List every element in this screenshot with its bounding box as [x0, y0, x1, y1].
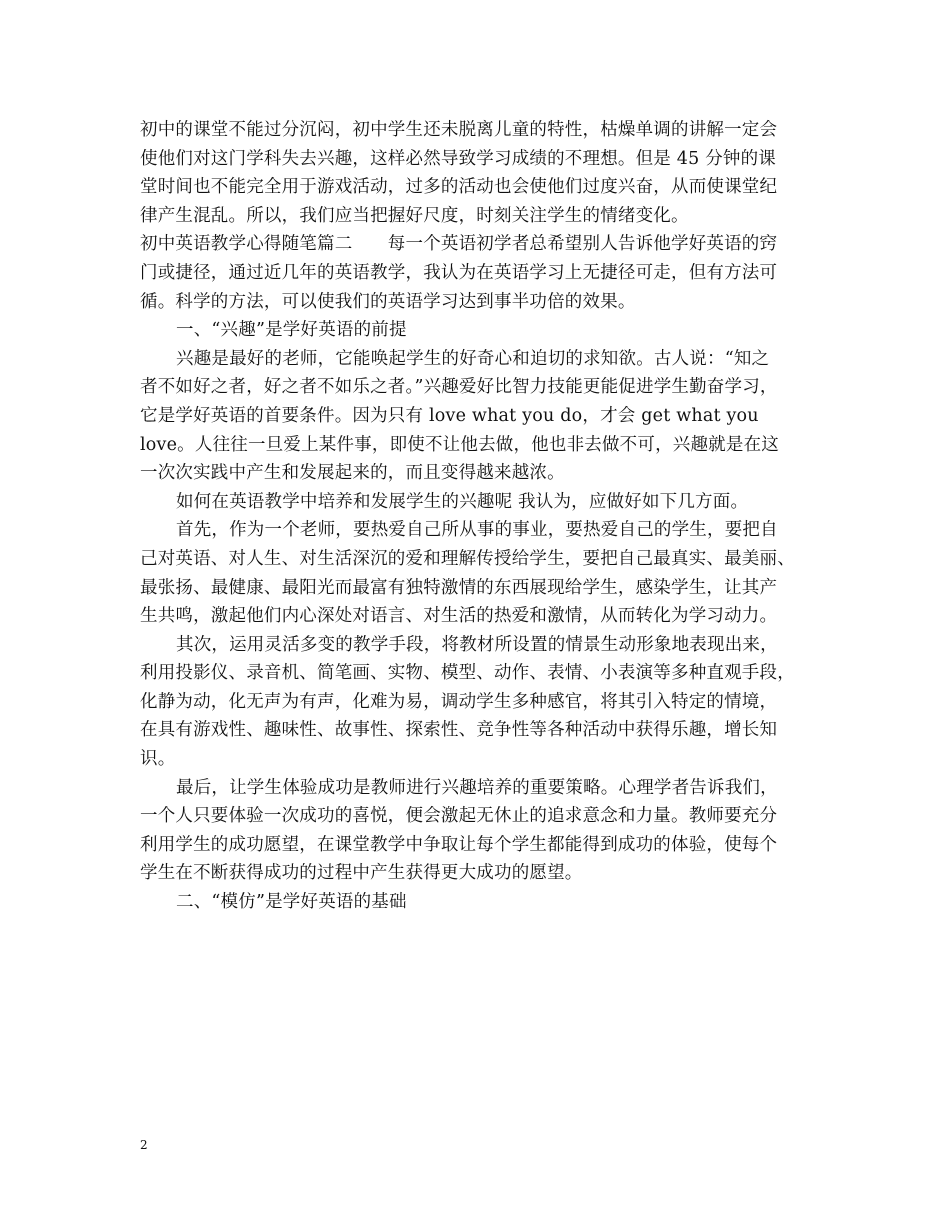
- page-number: 2: [140, 1138, 148, 1152]
- text-line: 使他们对这门学科失去兴趣，这样必然导致学习成绩的不理想。但是 45 分钟的课: [140, 148, 776, 169]
- text-line: 己对英语、对人生、对生活深沉的爱和理解传授给学生，要把自己最真实、最美丽、: [140, 548, 795, 569]
- text-line: 在具有游戏性、趣味性、故事性、探索性、竞争性等各种活动中获得乐趣，增长知: [140, 720, 778, 741]
- text-line: 堂时间也不能完全用于游戏活动，过多的活动也会使他们过度兴奋，从而使课堂纪: [140, 177, 778, 198]
- text-line: love。人往往一旦爱上某件事，即使不让他去做，他也非去做不可，兴趣就是在这: [140, 434, 779, 455]
- text-line: 其次，运用灵活多变的教学手段，将教材所设置的情景生动形象地表现出来，: [176, 634, 778, 655]
- text-line: 如何在英语教学中培养和发展学生的兴趣呢 我认为，应做好如下几方面。: [176, 491, 749, 512]
- text-line: 循。科学的方法，可以使我们的英语学习达到事半功倍的效果。: [140, 291, 636, 312]
- text-line: 化静为动，化无声为有声，化难为易，调动学生多种感官，将其引入特定的情境，: [140, 691, 778, 712]
- text-line: 识。: [140, 749, 176, 770]
- text-line: 生共鸣，激起他们内心深处对语言、对生活的热爱和激情，从而转化为学习动力。: [140, 606, 778, 627]
- text-line: 者不如好之者，好之者不如乐之者。”兴趣爱好比智力技能更能促进学生勤奋学习，: [140, 377, 778, 398]
- text-line: 一个人只要体验一次成功的喜悦，便会激起无休止的追求意念和力量。教师要充分: [140, 806, 778, 827]
- text-line: 首先，作为一个老师，要热爱自己所从事的事业，要热爱自己的学生，要把自: [176, 520, 778, 541]
- text-line: 最后，让学生体验成功是教师进行兴趣培养的重要策略。心理学者告诉我们，: [176, 777, 778, 798]
- text-line: 最张扬、最健康、最阳光而最富有独特激情的东西展现给学生，感染学生，让其产: [140, 577, 778, 598]
- text-line: 利用投影仪、录音机、简笔画、实物、模型、动作、表情、小表演等多种直观手段，: [140, 663, 795, 684]
- subheading-imitation: 二、“模仿”是学好英语的基础: [176, 892, 407, 913]
- text-line: 律产生混乱。所以，我们应当把握好尺度，时刻关注学生的情绪变化。: [140, 205, 689, 226]
- document-body: [140, 116, 816, 917]
- text-line: 它是学好英语的首要条件。因为只有 love what you do，才会 get what you: [140, 405, 759, 426]
- text-line: 初中的课堂不能过分沉闷，初中学生还未脱离儿童的特性，枯燥单调的讲解一定会: [140, 120, 778, 140]
- text-line: 一次次实践中产生和发展起来的，而且变得越来越浓。: [140, 463, 565, 484]
- subheading-interest: 一、“兴趣”是学好英语的前提: [176, 320, 407, 341]
- text-line: 利用学生的成功愿望，在课堂教学中争取让每个学生都能得到成功的体验，使每个: [140, 834, 778, 855]
- text-line: 学生在不断获得成功的过程中产生获得更大成功的愿望。: [140, 863, 583, 884]
- text-line: 兴趣是最好的老师，它能唤起学生的好奇心和迫切的求知欲。古人说：“知之: [176, 348, 770, 369]
- text-line: 门或捷径，通过近几年的英语教学，我认为在英语学习上无捷径可走，但有方法可: [140, 262, 778, 283]
- section-heading-line: 初中英语教学心得随笔篇二 每一个英语初学者总希望别人告诉他学好英语的窍: [140, 234, 778, 255]
